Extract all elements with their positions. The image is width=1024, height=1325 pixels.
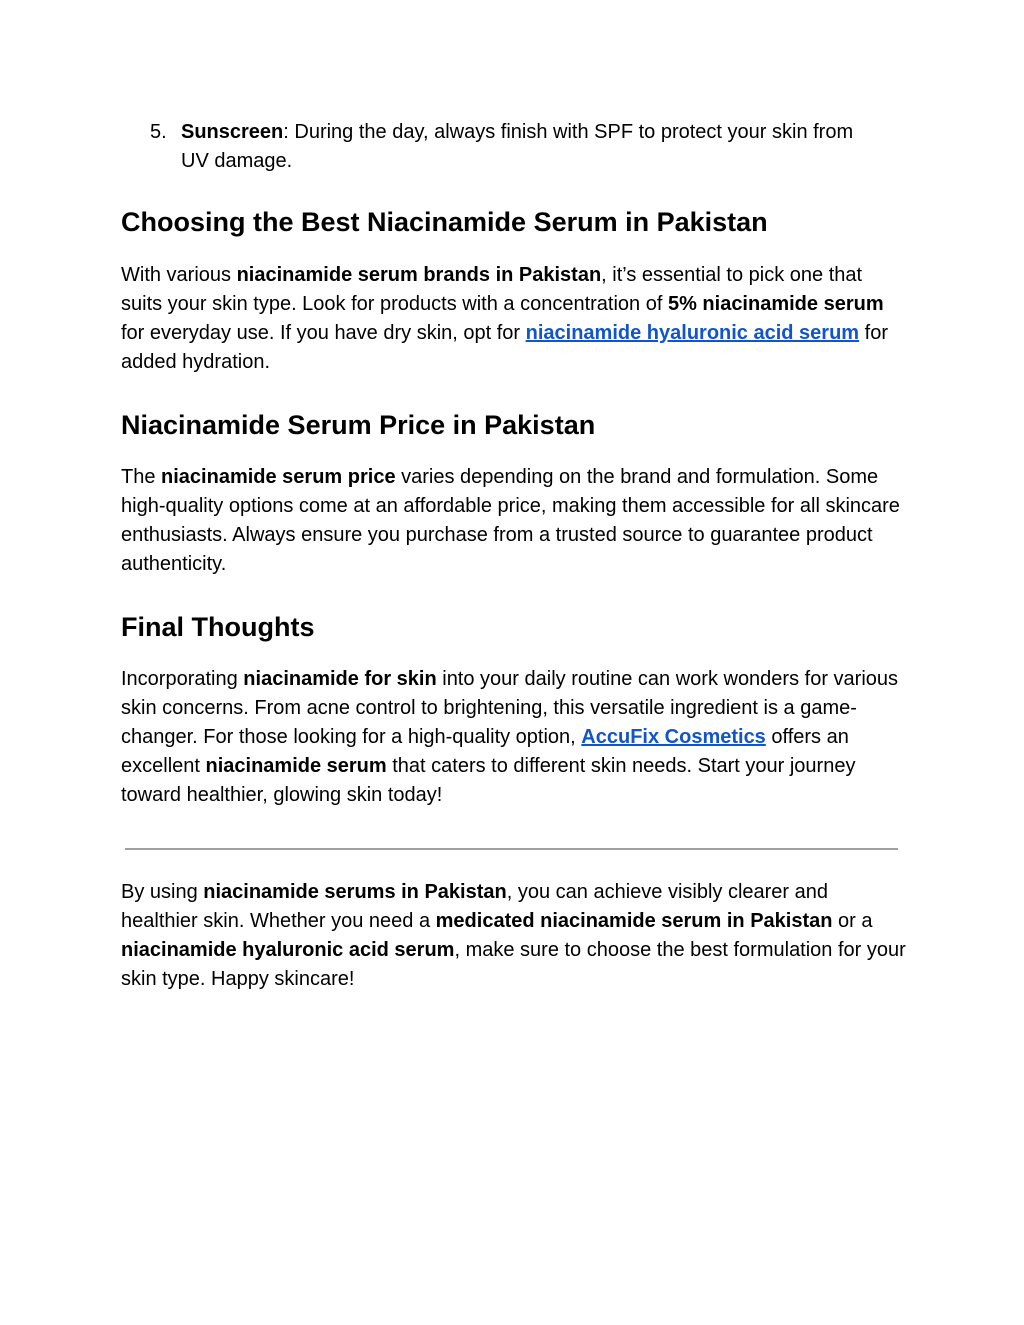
text: , it’s essential to pick one that suits your skin type. Look for products with a concentration of [121, 264, 863, 315]
text: By using [121, 881, 204, 903]
text: The [121, 466, 162, 488]
paragraph-serum-price [121, 463, 906, 579]
text: With various [121, 264, 237, 286]
bold-text: niacinamide serums in Pakistan [203, 881, 507, 903]
bold-text: niacinamide serum brands in Pakistan [236, 264, 602, 286]
paragraph-best-serum [121, 261, 906, 377]
document-page [121, 118, 906, 994]
paragraph-closing [121, 878, 906, 994]
list-text: : During the day, always finish with SPF to protect your skin from UV damage. [181, 121, 854, 172]
bold-text: niacinamide serum price [161, 466, 396, 488]
text: into your daily routine can work wonders for various skin concerns. From acne control to brightening, this versatile ingredient is a game-changer. For those looking for a high-quality option, [121, 668, 899, 748]
horizontal-divider [125, 848, 898, 850]
text: that caters to different skin needs. Start your journey toward healthier, glowing skin today! [121, 755, 856, 806]
text: offers an excellent [121, 726, 849, 777]
list-term: Sunscreen [181, 121, 284, 143]
list-item-sunscreen [121, 118, 881, 176]
link-niacinamide-hyaluronic-acid-serum[interactable]: niacinamide hyaluronic acid serum [525, 322, 860, 344]
heading-final-thoughts: Final Thoughts [121, 612, 315, 642]
list-number: 5. [150, 121, 167, 143]
text: , you can achieve visibly clearer and healthier skin. Whether you need a [121, 881, 829, 932]
bold-text: niacinamide serum [205, 755, 387, 777]
bold-text: niacinamide for skin [243, 668, 437, 690]
heading-serum-price: Niacinamide Serum Price in Pakistan [121, 410, 596, 440]
text: for added hydration. [121, 322, 888, 373]
text: , make sure to choose the best formulation for your skin type. Happy skincare! [121, 939, 906, 990]
link-accufix-cosmetics[interactable]: AccuFix Cosmetics [581, 726, 766, 748]
heading-best-serum: Choosing the Best Niacinamide Serum in Pakistan [121, 207, 768, 237]
bold-text: medicated niacinamide serum in Pakistan [435, 910, 833, 932]
bold-text: 5% niacinamide serum [667, 293, 884, 315]
text: varies depending on the brand and formulation. Some high-quality options come at an affordable price, making them accessible for all skincare enthusiasts. Always ensure you purchase from a trusted source to guarantee product authenticity. [121, 466, 900, 575]
bold-text: niacinamide hyaluronic acid serum [121, 939, 455, 961]
text: or a [832, 910, 873, 932]
text: for everyday use. If you have dry skin, opt for [121, 322, 526, 344]
paragraph-final-thoughts [121, 665, 906, 810]
text: Incorporating [121, 668, 244, 690]
